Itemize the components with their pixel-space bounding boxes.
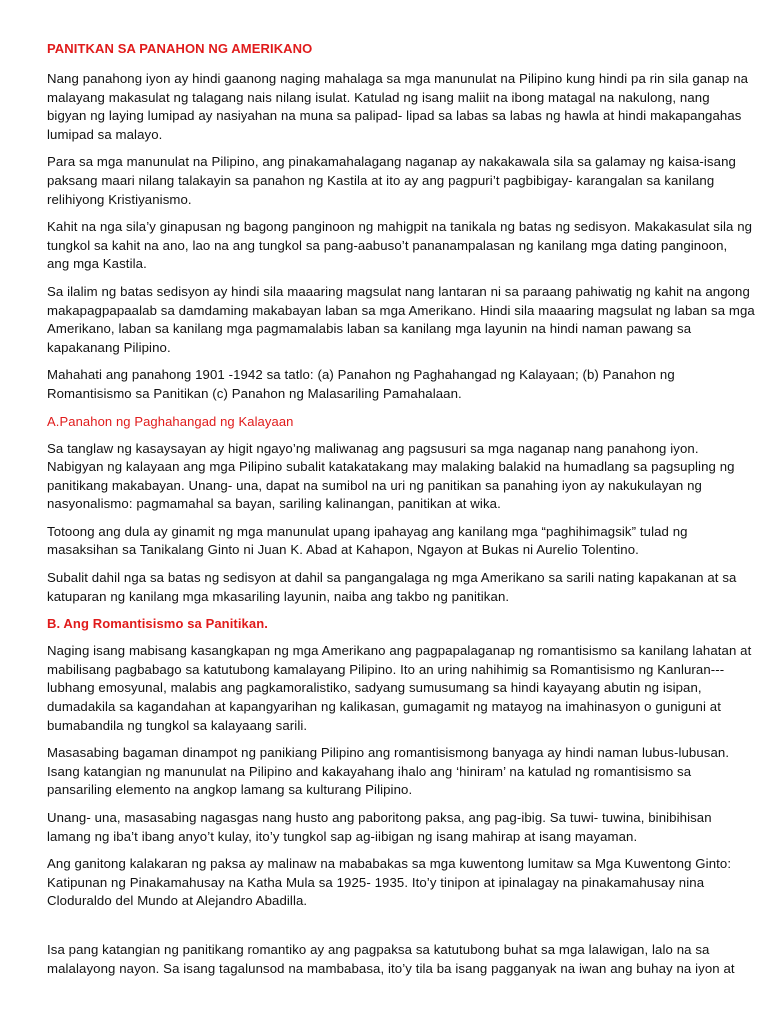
paragraph-9 [47,642,752,735]
text-line: pansariling elemento na angkop lamang sa kulturang Pilipino. [47,782,413,798]
paragraph-13 [47,941,737,978]
text-line: Isa pang katangian ng panitikang romantiko ay ang pagpaksa sa katutubong buhat sa mga lalawigan, lalo na sa [47,941,710,957]
paragraph-10 [47,744,737,800]
document-page [47,40,755,978]
text-line: dumadakila sa kagandahan at kapangyarihan ng kalikasan, gumagamit ng matayog na imahinasyon o guniguni at [47,699,721,715]
text-line: Amerikano, laban sa kanilang mga pagmamalabis laban sa kanilang mga layunin na hindi naman pawang sa [47,321,692,337]
paragraph-12 [47,855,737,911]
text-line: nasyonalismo: pagmamahal sa bayan, sariling kalinangan, panitikan at wika. [47,496,501,512]
text-line: mabilisang pagbabago sa katutubong kamalayang Pilipino. Ito an uring nahihimig sa Romantisismo ng Kanluran--- [47,661,725,677]
text-line: Ang ganitong kalakaran ng paksa ay malinaw na mababakas sa mga kuwentong lumitaw sa Mga Kuwentong Ginto: [47,856,732,872]
document-title: PANITKAN SA PANAHON NG AMERIKANO [47,41,313,56]
text-line: malayang makasulat ng talagang nais nilang isulat. Katulad ng isang maliit na ibong matagal na nakulong, nang [47,89,710,105]
text-line: lamang ng iba’t ibang anyo’t kulay, ito’y tungkol sap ag-iibigan ng isang mahirap at isang mayaman. [47,828,638,844]
text-line: bumabandila ng tungkol sa kalayaang sarili. [47,717,308,733]
text-line: Naging isang mabisang kasangkapan ng mga Amerikano ang pagpapalaganap ng romantisismo sa kanilang lahatan at [47,643,752,659]
paragraph-2 [47,153,737,209]
text-line: Sa ilalim ng batas sedisyon ay hindi sila maaaring magsulat nang lantaran ni sa paraang pahiwatig ng kahit na angong [47,283,750,299]
text-line: panitikang makabayan. Unang- una, dapat na sumibol na uri ng panitikan sa panahing iyon ay nakukulayan ng [47,477,702,493]
text-line: Isang katangian ng manunulat na Pilipino and kakayahang ihalo ang ‘hiniram’ na katulad ng romantisismo sa [47,763,692,779]
text-line: relihiyong Kristiyanismo. [47,191,192,207]
section-heading-b: B. Ang Romantisismo sa Panitikan. [47,616,268,632]
paragraph-8 [47,569,737,606]
paragraph-4 [47,283,755,357]
paragraph-6 [47,440,737,514]
text-line: masaksihan sa Tanikalang Ginto ni Juan K. Abad at Kahapon, Ngayon at Bukas ni Aurelio Tolentino. [47,542,639,558]
text-line: paksang maari nilang talakayin sa panahon ng Kastila at ito ay ang pagpuri’t pagbibigay- karangalan sa kanilang [47,172,715,188]
text-line: Unang- una, masasabing nagasgas nang husto ang paboritong paksa, ang pag-ibig. Sa tuwi- tuwina, binibihisan [47,810,712,825]
paragraph-3 [47,218,753,274]
text-line: Katipunan ng Pinakamahusay na Katha Mula sa 1925- 1935. Ito’y tinipon at ipinalagay na pinakamahusay nina [47,874,705,890]
text-line: Kahit na nga sila’y ginapusan ng bagong panginoon ng mahigpit na tanikala ng batas ng sedisyon. Makakasulat sila ng [47,219,753,235]
text-line: katuparan ng kanilang mga mkasariling layunin, naiba ang takbo ng panitikan. [47,588,510,604]
text-line: lubhang emosyunal, malabis ang pagkamoralistiko, sadyang sumusumang sa hindi kayayang abutin ng isipan, [47,680,702,696]
text-line: bigyan ng laying lumipad ay nasiyahan na muna sa palipad- lipad sa labas sa labas ng hawla at hindi makapangahas [47,108,742,124]
paragraph-1 [47,70,749,144]
text-line: tungkol sa kahit na ano, lao na ang tungkol sa pang-aabuso’t pananampalasan ng kanilang mga dating panginoon, [47,237,728,253]
text-line: Sa tanglaw ng kasaysayan ay higit ngayo’ng maliwanag ang pagsusuri sa mga naganap nang panahong iyon. [47,440,699,456]
text-line: Para sa mga manunulat na Pilipino, ang pinakamahalagang naganap ay nakakawala sila sa galamay ng kaisa-isang [47,154,736,170]
text-line: malalayong nayon. Sa isang tagalunsod na mambabasa, ito’y tila ba isang pagganyak na iwan ang buhay na iyon at [47,960,735,976]
text-line: Mahahati ang panahong 1901 -1942 sa tatlo: (a) Panahon ng Paghahangad ng Kalayaan; (b) Panahon ng [47,367,675,383]
paragraph-5 [47,366,737,403]
text-line: lumipad sa malayo. [47,126,163,142]
text-line: ang mga Kastila. [47,256,147,272]
text-line: Subalit dahil nga sa batas ng sedisyon at dahil sa pangangalaga ng mga Amerikano sa sarili nating kapakanan at sa [47,570,737,586]
text-line: Totoong ang dula ay ginamit ng mga manunulat upang ipahayag ang kanilang mga “paghihimagsik” tulad ng [47,523,688,539]
text-line: Masasabing bagaman dinampot ng panikiang Pilipino ang romantisismong banyaga ay hindi naman lubus-lubusan. [47,745,730,761]
paragraph-7 [47,523,737,560]
text-line: Cloduraldo del Mundo at Alejandro Abadilla. [47,893,308,909]
text-line: Nabigyan ng kalayaan ang mga Pilipino subalit katakatakang may malaking balakid na humadlang sa pagsupling ng [47,459,735,475]
text-line: Nang panahong iyon ay hindi gaanong naging mahalaga sa mga manunulat na Pilipino kung hindi pa rin sila ganap na [47,71,749,86]
text-line: makapagpapaalab sa damdaming makabayan laban sa mga Amerikano. Hindi sila maaaring magsulat ng laban sa mga [47,302,755,318]
section-heading-a: A.Panahon ng Paghahangad ng Kalayaan [47,413,294,429]
text-line: kapakanang Pilipino. [47,339,171,355]
text-line: Romantisismo sa Panitikan (c) Panahon ng Malasariling Pamahalaan. [47,385,462,401]
paragraph-11 [47,809,737,846]
